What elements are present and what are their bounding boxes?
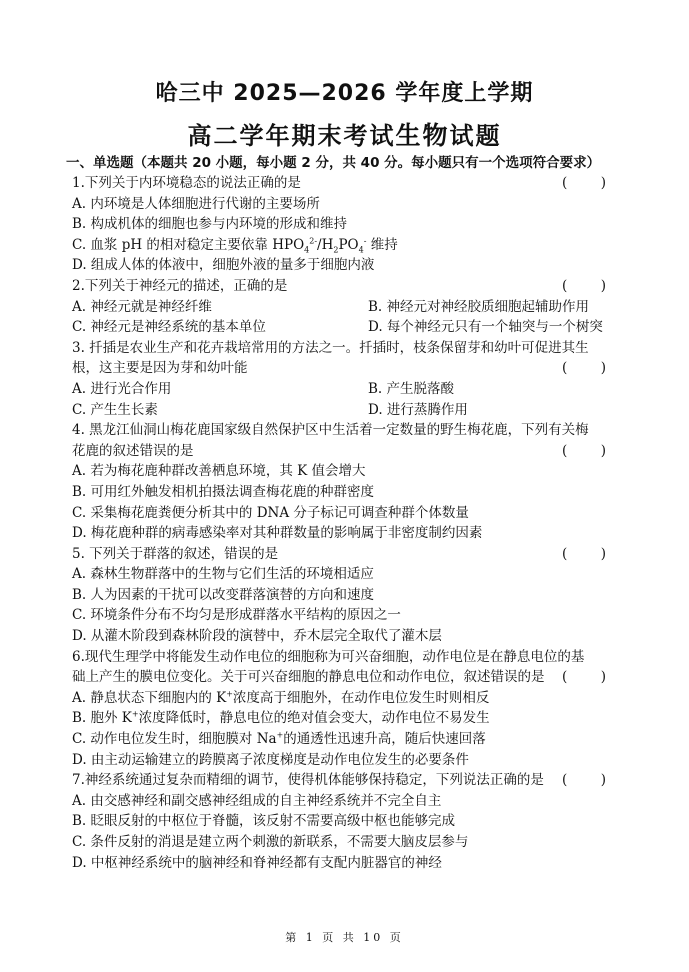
question-1-option-b: B. 构成机体的细胞也参与内环境的形成和维持 <box>72 216 348 233</box>
answer-bracket: ( ) <box>562 442 606 459</box>
answer-bracket: ( ) <box>562 669 606 686</box>
question-3-option-c: C. 产生生长素 <box>72 401 158 418</box>
exam-title-line1: 哈三中 2025—2026 学年度上学期 <box>155 81 534 106</box>
question-5-option-d: D. 从灌木阶段到森林阶段的演替中，乔木层完全取代了灌木层 <box>72 628 442 645</box>
question-4-option-a: A. 若为梅花鹿种群改善栖息环境，其 K 值会增大 <box>72 463 366 480</box>
question-2-option-a: A. 神经元就是神经纤维 <box>72 298 212 315</box>
question-6-stem: 6.现代生理学中将能发生动作电位的细胞称为可兴奋细胞，动作电位是在静息电位的基 <box>72 648 585 665</box>
question-3-stem: 3. 扦插是农业生产和花卉栽培常用的方法之一。扦插时，枝条保留芽和幼叶可促进其生 <box>72 339 589 356</box>
question-4-option-d: D. 梅花鹿种群的病毒感染率对其种群数量的影响属于非密度制约因素 <box>72 525 483 542</box>
answer-bracket: ( ) <box>562 545 606 562</box>
question-5-option-b: B. 人为因素的干扰可以改变群落演替的方向和速度 <box>72 586 375 603</box>
question-2-stem <box>72 276 620 297</box>
exam-subject: 生物 <box>395 121 450 150</box>
question-stem-text: 2.下列关于神经元的描述，正确的是 <box>72 277 288 294</box>
question-6-stem-cont: 础上产生的膜电位变化。关于可兴奋细胞的静息电位和动作电位，叙述错误的是 ( ) <box>72 667 620 688</box>
page-number-footer: 第 1 页 共 10 页 <box>285 931 404 944</box>
question-1-option-d: D. 组成人体的体液中，细胞外液的量多于细胞内液 <box>72 257 375 274</box>
question-6-option-c: C. 动作电位发生时，细胞膜对 Na+的通透性迅速升高，随后快速回落 <box>72 730 486 748</box>
question-3-option-d: D. 进行蒸腾作用 <box>368 401 468 418</box>
question-2-option-b: B. 神经元对神经胶质细胞起辅助作用 <box>368 298 590 315</box>
question-6-option-a: A. 静息状态下细胞内的 K+浓度高于细胞外，在动作电位发生时则相反 <box>72 689 490 706</box>
answer-bracket: ( ) <box>562 175 606 191</box>
question-6-option-d: D. 由主动运输建立的跨膜离子浓度梯度是动作电位发生的必要条件 <box>72 751 469 768</box>
question-7-option-a: A. 由交感神经和副交感神经组成的自主神经系统并不完全自主 <box>72 792 442 809</box>
question-list <box>72 173 620 873</box>
question-3-option-a: A. 进行光合作用 <box>72 380 172 397</box>
question-1-option-c: C. 血浆 pH 的相对稳定主要依靠 $HPO_4^{2-}/H_2PO_4^-$ 维持 <box>72 236 398 255</box>
question-7-option-b: B. 眨眼反射的中枢位于脊髓，该反射不需要高级中枢也能够完成 <box>72 813 456 830</box>
exam-title-line2 <box>0 116 689 152</box>
question-4-stem: 4. 黑龙江仙洞山梅花鹿国家级自然保护区中生活着一定数量的野生梅花鹿，下列有关梅 <box>72 422 589 439</box>
question-1-option-a: A. 内环境是人体细胞进行代谢的主要场所 <box>72 195 320 212</box>
question-7-stem: 7.神经系统通过复杂而精细的调节，使得机体能够保持稳定，下列说法正确的是 ( ) <box>72 770 620 791</box>
question-stem-text: 1.下列关于内环境稳态的说法正确的是 <box>72 175 301 191</box>
question-7-option-d: D. 中枢神经系统中的脑神经和脊神经都有支配内脏器官的神经 <box>72 854 442 871</box>
question-7-option-c: C. 条件反射的消退是建立两个刺激的新联系，不需要大脑皮层参与 <box>72 834 469 850</box>
question-4-option-b: B. 可用红外触发相机拍摄法调查梅花鹿的种群密度 <box>72 483 375 500</box>
answer-bracket: ( ) <box>562 277 606 294</box>
question-2-option-d: D. 每个神经元只有一个轴突与一个树突 <box>368 319 603 336</box>
question-4-option-c: C. 采集梅花鹿粪便分析其中的 DNA 分子标记可调查种群个体数量 <box>72 504 469 521</box>
question-1-stem <box>72 173 620 194</box>
exam-title-prefix: 高二学年期末考试 <box>187 122 396 150</box>
question-3-option-b: B. 产生脱落酸 <box>368 380 455 397</box>
section-heading: 一、单选题（本题共 20 小题，每小题 2 分，共 40 分。每小题只有一个选项符合要求） <box>66 155 601 171</box>
question-5-option-a: A. 森林生物群落中的生物与它们生活的环境相适应 <box>72 566 374 583</box>
question-6-option-b: B. 胞外 K+浓度降低时，静息电位的绝对值会变大，动作电位不易发生 <box>72 709 490 727</box>
answer-bracket: ( ) <box>562 772 606 789</box>
exam-title-suffix: 试题 <box>449 122 502 150</box>
question-5-option-c: C. 环境条件分布不均匀是形成群落水平结构的原因之一 <box>72 607 401 624</box>
question-2-option-c: C. 神经元是神经系统的基本单位 <box>72 319 266 336</box>
answer-bracket: ( ) <box>562 360 606 377</box>
question-4-stem-cont: 花鹿的叙述错误的是 ( ) <box>72 441 620 462</box>
question-3-stem-cont: 根，这主要是因为芽和幼叶能 ( ) <box>72 358 620 379</box>
question-5-stem: 5. 下列关于群落的叙述，错误的是 ( ) <box>72 544 620 565</box>
